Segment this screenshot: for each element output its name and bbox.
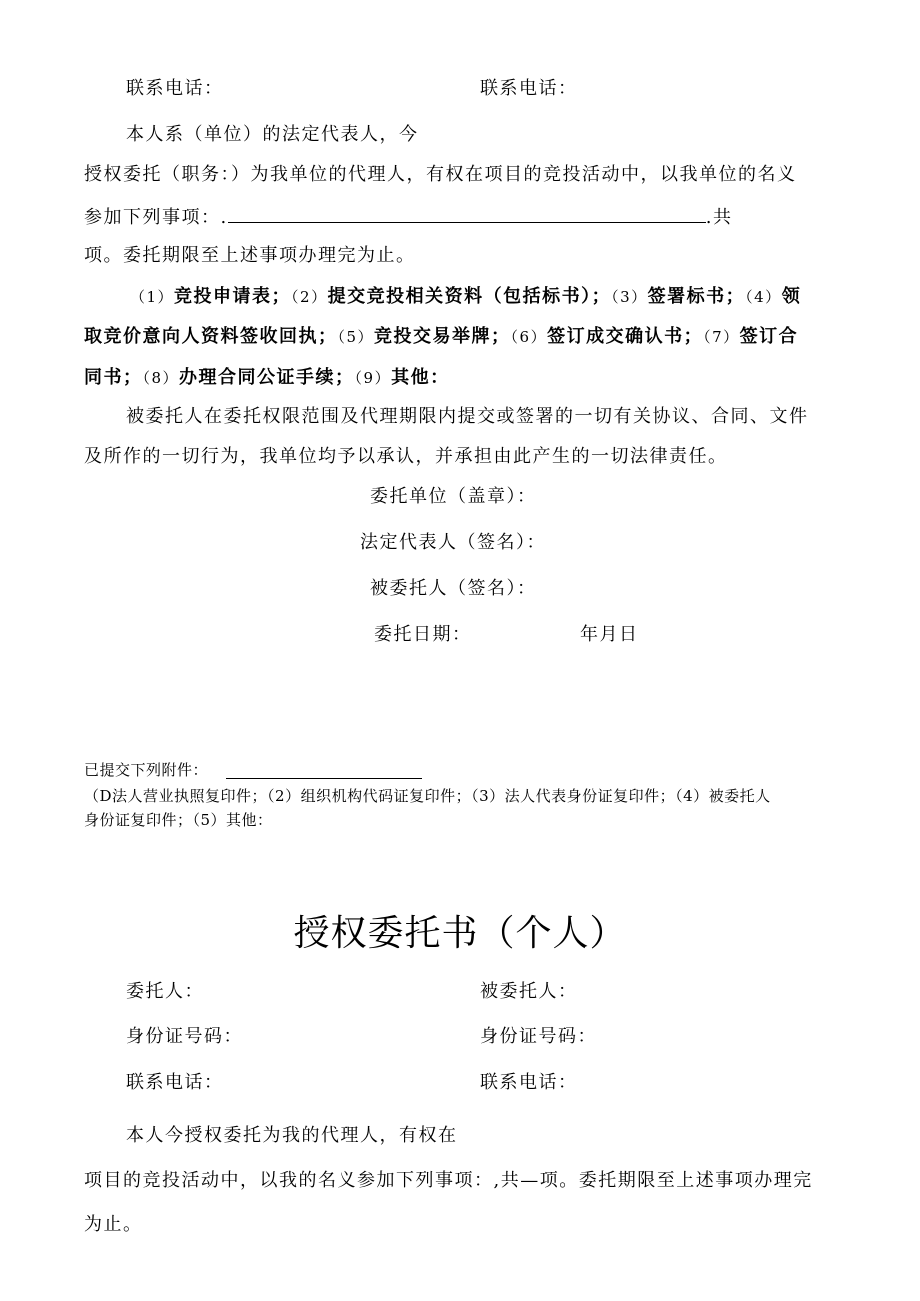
- items-line-1: （1）竞投申请表；（2）提交竞投相关资料（包括标书）；（3）签署标书；（4）领: [130, 286, 802, 307]
- id-number-label-left: 身份证号码：: [126, 1026, 243, 1047]
- phone-label-left-2: 联系电话：: [126, 1072, 224, 1093]
- item-6: 签订成交确认书；: [547, 326, 704, 347]
- responsibility-line-1: 被委托人在委托权限范围及代理期限内提交或签署的一切有关协议、合同、文件: [126, 406, 809, 427]
- phone-label-left: 联系电话：: [126, 78, 224, 99]
- items-line-2: 取竞价意向人资料签收回执；（5）竞投交易举牌；（6）签订成交确认书；（7）签订合: [84, 326, 799, 347]
- item-8: 办理合同公证手续；: [179, 367, 355, 388]
- item-7-rest: 同书；: [84, 367, 143, 388]
- item-2: 提交竞投相关资料（包括标书）；: [327, 286, 612, 307]
- item-1: 竞投申请表；: [174, 286, 292, 307]
- authorization-line-3: 项。委托期限至上述事项办理完为止。: [84, 245, 416, 266]
- sign-unit-label: 委托单位（盖章）：: [370, 486, 537, 507]
- authorization-line-2-prefix: 参加下列事项：.: [84, 207, 228, 228]
- sign-date-value: 年月日: [580, 624, 639, 645]
- intro-line: 本人系（单位）的法定代表人，今: [126, 124, 419, 145]
- phone-label-right: 联系电话：: [480, 78, 578, 99]
- sign-date-label: 委托日期：: [374, 624, 472, 645]
- sign-legal-rep-label: 法定代表人（签名）：: [360, 532, 546, 553]
- item-9: 其他：: [391, 367, 450, 388]
- personal-body-line-1: 项目的竞投活动中，以我的名义参加下列事项：,共—项。委托期限至上述事项办理完: [84, 1170, 813, 1191]
- authorization-line-1: 授权委托（职务：）为我单位的代理人，有权在项目的竞投活动中，以我单位的名义: [84, 164, 797, 185]
- principal-label: 委托人：: [126, 981, 204, 1002]
- personal-intro-line: 本人今授权委托为我的代理人，有权在: [126, 1125, 458, 1146]
- authorization-line-2: [84, 204, 732, 230]
- item-3: 签署标书；: [647, 286, 746, 307]
- attachments-label: 已提交下列附件：: [84, 761, 209, 779]
- matters-blank-line: [228, 204, 706, 223]
- item-4-rest: 取竞价意向人资料签收回执；: [84, 326, 338, 347]
- page-title: 授权委托书（个人）: [293, 913, 627, 954]
- personal-body-line-2: 为止。: [84, 1214, 143, 1235]
- sign-agent-label: 被委托人（签名）：: [370, 578, 537, 599]
- item-5: 竞投交易举牌；: [374, 326, 511, 347]
- items-line-3: 同书；（8）办理合同公证手续；（9）其他：: [84, 367, 450, 388]
- authorization-line-2-suffix: .共: [705, 207, 733, 228]
- attachments-line-2: 身份证复印件；（5）其他：: [84, 811, 273, 829]
- id-number-label-right: 身份证号码：: [480, 1026, 597, 1047]
- item-4-part: 领: [781, 286, 802, 307]
- attachments-line-1: （D法人营业执照复印件；（2）组织机构代码证复印件；（3）法人代表身份证复印件；（4）被委托人: [84, 787, 771, 805]
- responsibility-line-2: 及所作的一切行为，我单位均予以承认，并承担由此产生的一切法律责任。: [84, 446, 728, 467]
- agent-label: 被委托人：: [480, 981, 578, 1002]
- phone-label-right-2: 联系电话：: [480, 1072, 578, 1093]
- attachments-blank-line: [226, 778, 422, 779]
- item-7-part: 签订合: [739, 326, 799, 347]
